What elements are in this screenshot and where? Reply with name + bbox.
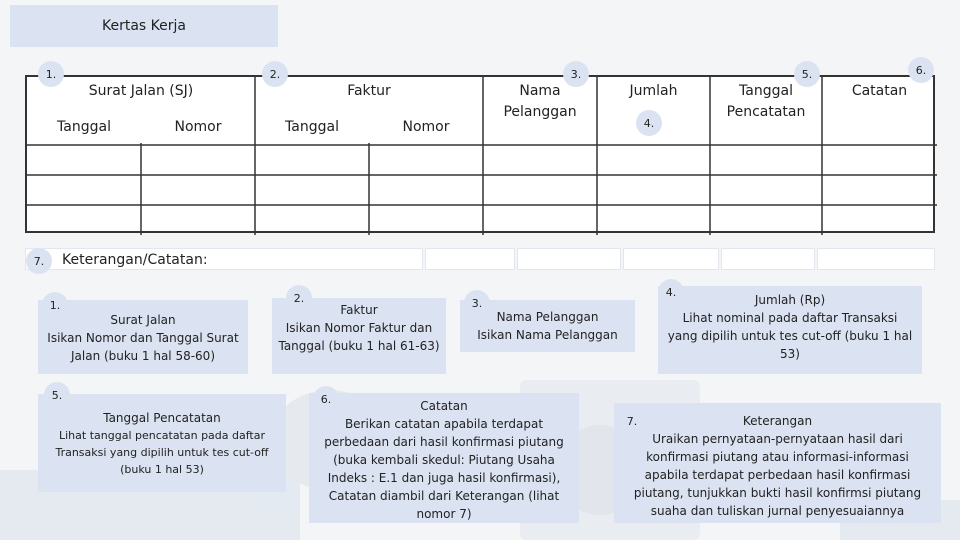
card-body: Isikan Nama Pelanggan xyxy=(477,328,618,342)
marker-6: 6. xyxy=(908,57,934,83)
worksheet-table xyxy=(25,75,935,233)
card-catatan xyxy=(309,393,579,523)
card-title: Catatan xyxy=(420,399,468,413)
header-tanggal-pencatatan: Tanggal Pencatatan xyxy=(726,83,806,120)
marker-4: 4. xyxy=(636,110,662,136)
card-body: Berikan catatan apabila terdapat perbedaan dari hasil konfirmasi piutang (buka kembali skedul: Piutang Usaha Indeks : E.1 dan juga hasil konfirmasi), Catatan diambil dari Keterangan (lihat nomor 7) xyxy=(324,417,564,521)
marker-5: 5. xyxy=(794,61,820,87)
card-3-marker: 3. xyxy=(464,290,490,316)
card-title: Tanggal Pencatatan xyxy=(103,411,221,425)
card-body: Uraikan pernyataan-pernyataan hasil dari konfirmasi piutang atau informasi-informasi apabila terdapat perbedaan hasil konfirmasi piutang, tunjukkan bukti hasil konfirmsi piutang suaha dan tuliskan jurnal penyesuaiannya xyxy=(633,432,922,518)
header-jumlah: Jumlah xyxy=(629,83,678,99)
card-surat-jalan xyxy=(38,300,248,374)
card-keterangan xyxy=(614,403,941,523)
card-4-marker: 4. xyxy=(658,279,684,305)
header-nomor-sj: Nomor xyxy=(174,119,222,135)
card-body: Isikan Nomor dan Tanggal Surat Jalan (buku 1 hal 58-60) xyxy=(47,331,239,363)
card-body: Lihat tanggal pencatatan pada daftar Transaksi yang dipilih untuk tes cut-off (buku 1 hal 53) xyxy=(55,429,269,476)
card-6-marker: 6. xyxy=(313,386,339,412)
card-7-marker: 7. xyxy=(619,408,645,434)
header-surat-jalan: Surat Jalan (SJ) xyxy=(88,83,194,99)
card-title: Jumlah (Rp) xyxy=(754,293,826,307)
header-tanggal-faktur: Tanggal xyxy=(285,119,339,135)
header-nomor-faktur: Nomor xyxy=(402,119,450,135)
note-cell xyxy=(721,248,815,270)
marker-1: 1. xyxy=(38,61,64,87)
card-body: Lihat nominal pada daftar Transaksi yang dipilih untuk tes cut-off (buku 1 hal 53) xyxy=(667,311,913,361)
header-catatan: Catatan xyxy=(851,83,908,99)
header-nama-pelanggan: Nama Pelanggan xyxy=(503,83,577,120)
marker-2: 2. xyxy=(262,61,288,87)
card-body: Isikan Nomor Faktur dan Tanggal (buku 1 hal 61-63) xyxy=(278,321,440,353)
page-title: Kertas Kerja xyxy=(10,5,278,47)
card-tanggal-pencatatan xyxy=(38,394,286,492)
card-title: Faktur xyxy=(340,303,378,317)
card-title: Surat Jalan xyxy=(110,313,176,327)
card-1-marker: 1. xyxy=(42,292,68,318)
note-cell xyxy=(425,248,515,270)
header-tanggal-sj: Tanggal xyxy=(57,119,111,135)
header-faktur: Faktur xyxy=(347,83,391,99)
marker-3: 3. xyxy=(563,61,589,87)
card-5-marker: 5. xyxy=(44,382,70,408)
marker-7: 7. xyxy=(26,248,52,274)
card-title: Keterangan xyxy=(742,414,813,428)
note-cell xyxy=(817,248,935,270)
card-2-marker: 2. xyxy=(286,285,312,311)
keterangan-label: Keterangan/Catatan: xyxy=(62,252,208,268)
card-title: Nama Pelanggan xyxy=(496,310,599,324)
note-cell xyxy=(517,248,621,270)
card-jumlah xyxy=(658,286,922,374)
note-cell xyxy=(623,248,719,270)
